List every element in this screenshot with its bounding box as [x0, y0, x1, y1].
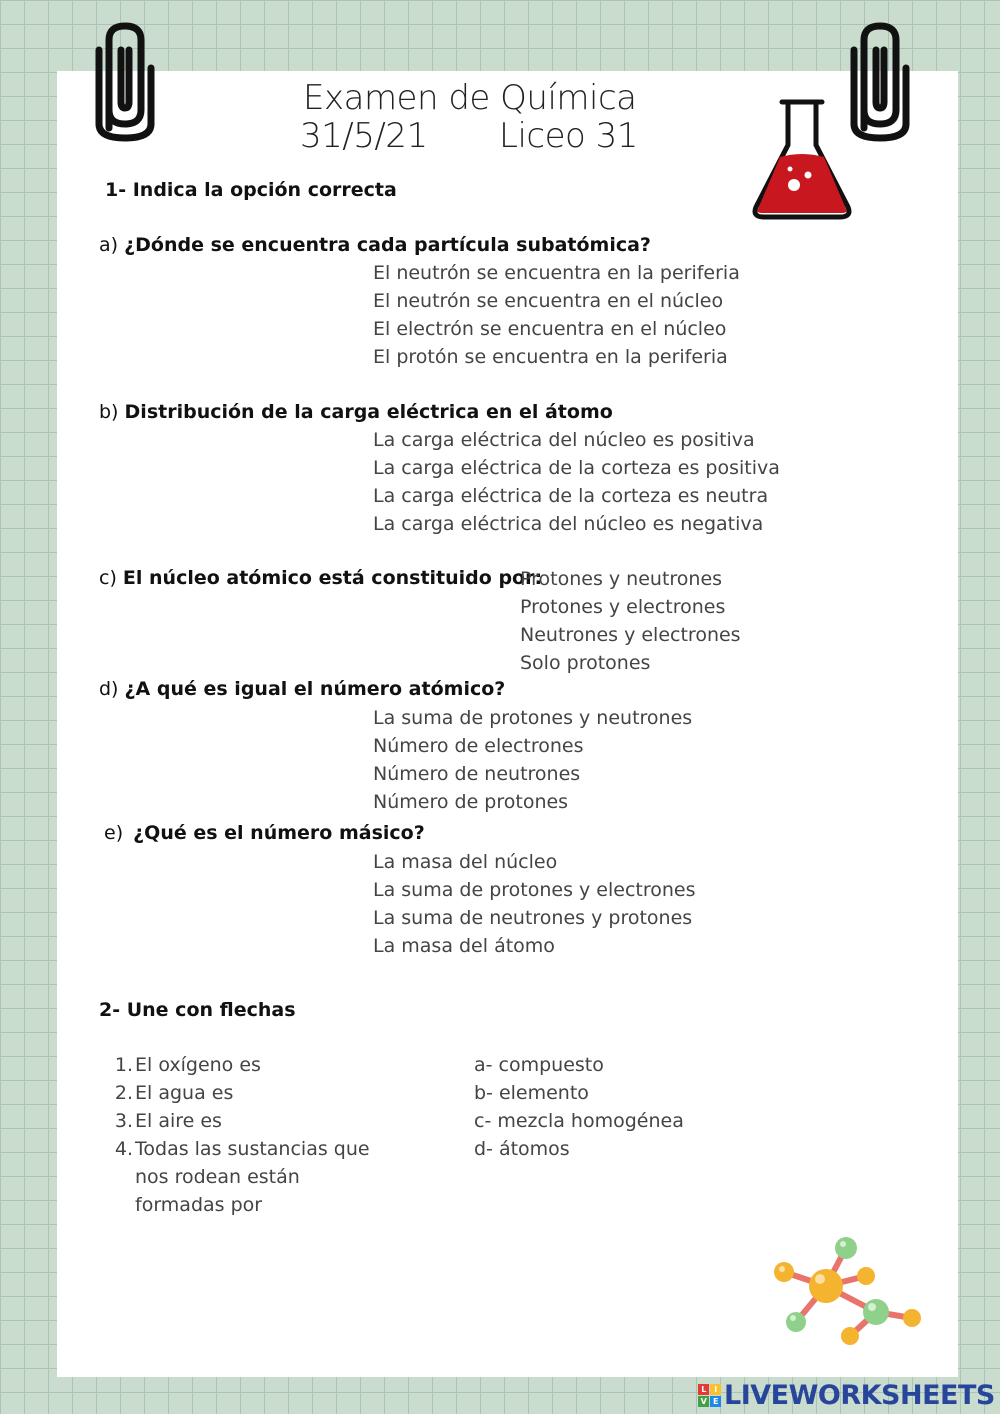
question-text: ¿Dónde se encuentra cada partícula subatómica?: [124, 234, 651, 256]
section2-heading: 2- Une con flechas: [99, 999, 296, 1021]
option-item[interactable]: La masa del átomo: [373, 935, 555, 957]
item-number: 4.: [114, 1138, 133, 1160]
option-item[interactable]: Solo protones: [520, 652, 651, 674]
matching-left-item[interactable]: [114, 1079, 370, 1107]
question-a: [99, 234, 651, 256]
item-text-line: nos rodean están: [135, 1166, 300, 1188]
section1-heading: 1- Indica la opción correcta: [105, 179, 397, 201]
paperclip-right-icon: [850, 20, 912, 142]
options-b: [373, 426, 780, 538]
matching-right-item[interactable]: a- compuesto: [474, 1054, 604, 1076]
option-item[interactable]: La suma de protones y electrones: [373, 879, 696, 901]
liveworksheets-logo: [698, 1384, 721, 1407]
item-text: El aire es: [135, 1110, 222, 1132]
item-number: 3.: [114, 1110, 133, 1132]
option-item[interactable]: La carga eléctrica de la corteza es positiva: [373, 457, 780, 479]
matching-right-item[interactable]: b- elemento: [474, 1082, 589, 1104]
question-text: ¿A qué es igual el número atómico?: [124, 678, 506, 700]
logo-letter: I: [710, 1384, 721, 1395]
option-item[interactable]: El neutrón se encuentra en el núcleo: [373, 290, 724, 312]
school-name: Liceo 31: [499, 116, 638, 156]
option-item[interactable]: La masa del núcleo: [373, 851, 558, 873]
item-text: [133, 1135, 370, 1219]
question-text: Distribución de la carga eléctrica en el átomo: [124, 401, 613, 423]
logo-letter: E: [710, 1396, 721, 1407]
option-item[interactable]: Protones y electrones: [520, 596, 726, 618]
option-item[interactable]: La carga eléctrica de la corteza es neutra: [373, 485, 769, 507]
item-number: 2.: [114, 1082, 133, 1104]
question-b: [99, 401, 613, 423]
matching-left-item[interactable]: [114, 1135, 370, 1219]
flask-icon: [750, 95, 854, 223]
exam-title: Examen de Química: [303, 78, 637, 118]
options-c: [520, 565, 741, 677]
option-item[interactable]: El neutrón se encuentra en la periferia: [373, 262, 740, 284]
option-item[interactable]: La carga eléctrica del núcleo es positiva: [373, 429, 755, 451]
option-item[interactable]: El protón se encuentra en la periferia: [373, 346, 728, 368]
item-text-line: formadas por: [135, 1194, 263, 1216]
option-item[interactable]: La suma de protones y neutrones: [373, 707, 693, 729]
matching-left-item[interactable]: [114, 1051, 370, 1079]
matching-left-list: [114, 1051, 370, 1219]
matching-right-item[interactable]: c- mezcla homogénea: [474, 1110, 684, 1132]
paperclip-left-icon: [95, 20, 157, 142]
option-item[interactable]: El electrón se encuentra en el núcleo: [373, 318, 727, 340]
option-item[interactable]: Número de protones: [373, 791, 569, 813]
question-letter: e): [104, 822, 124, 844]
matching-left-item[interactable]: [114, 1107, 370, 1135]
molecule-icon: [766, 1232, 930, 1350]
options-d: [373, 704, 692, 816]
logo-letter: V: [698, 1396, 709, 1407]
matching-right-list: [474, 1051, 684, 1163]
question-c: [99, 567, 542, 589]
item-text: El oxígeno es: [135, 1054, 261, 1076]
option-item[interactable]: Número de neutrones: [373, 763, 581, 785]
question-letter: a): [99, 234, 119, 256]
question-letter: d): [99, 678, 119, 700]
item-text-line: Todas las sustancias que: [135, 1138, 370, 1160]
question-letter: b): [99, 401, 119, 423]
watermark-text: LIVEWORKSHEETS: [724, 1379, 995, 1411]
options-a: [373, 259, 740, 371]
liveworksheets-watermark: [698, 1378, 995, 1412]
question-e: [104, 822, 425, 844]
question-letter: c): [99, 567, 117, 589]
question-d: [99, 678, 505, 700]
question-text: ¿Qué es el número másico?: [133, 822, 425, 844]
option-item[interactable]: Número de electrones: [373, 735, 584, 757]
logo-letter: L: [698, 1384, 709, 1395]
option-item[interactable]: La carga eléctrica del núcleo es negativa: [373, 513, 764, 535]
question-text: El núcleo atómico está constituido por:: [122, 567, 543, 589]
options-e: [373, 848, 696, 960]
item-text: El agua es: [135, 1082, 234, 1104]
item-number: 1.: [114, 1054, 133, 1076]
option-item[interactable]: La suma de neutrones y protones: [373, 907, 693, 929]
option-item[interactable]: Protones y neutrones: [520, 568, 723, 590]
exam-date: 31/5/21: [300, 116, 428, 156]
matching-right-item[interactable]: d- átomos: [474, 1138, 570, 1160]
option-item[interactable]: Neutrones y electrones: [520, 624, 741, 646]
